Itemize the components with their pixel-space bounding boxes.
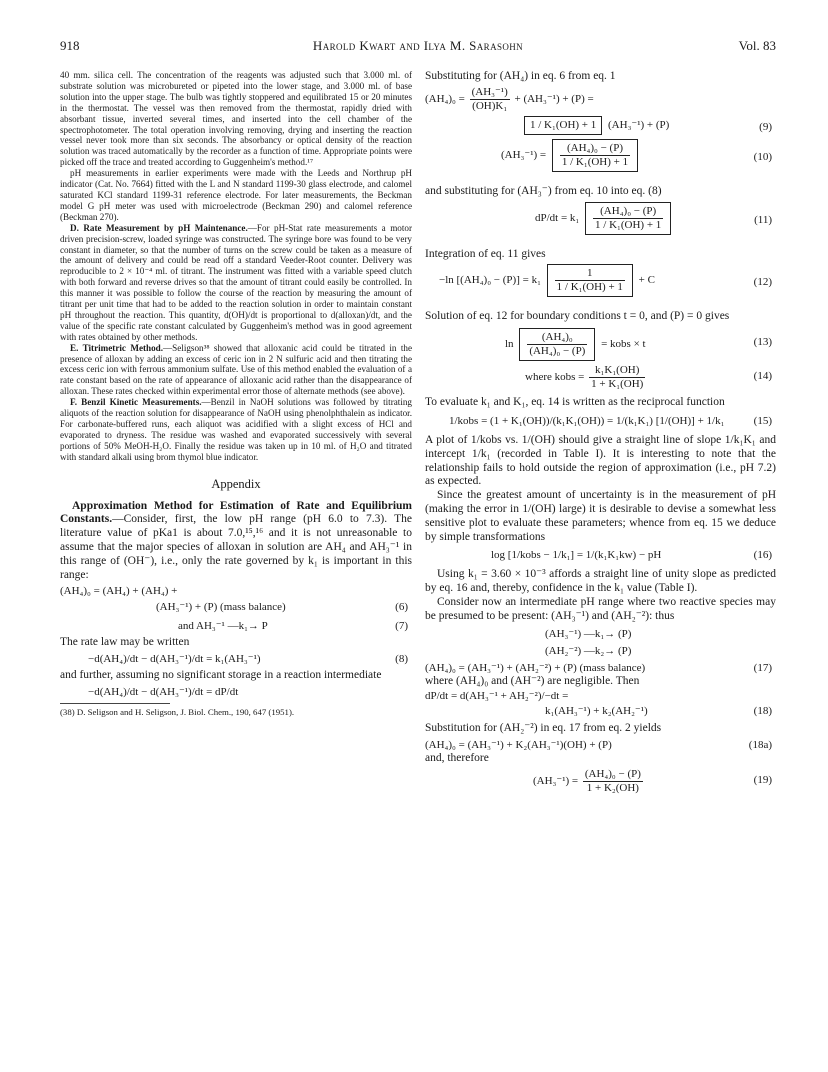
paragraph-spectro-cell: 40 mm. silica cell. The concentration of the reagents was adjusted such that 3.000 ml. of substrate solution was microbureted or pipeted into the lower stage, and 3.000 ml. of base solution into the upper stage. The bulb was tightly stoppered and equilibrated 15 or 20 minutes in the thermostat. The vessel was then removed from the thermostat, rapidly dried with absorbant tissue, inverted several times, and inserted into the cell chamber of the spectrophotometer. The total operation involving removing, drying and inserting the reaction vessel never took more than six seconds. The absorbancy or optical density of the reaction solution was traced automatically by the recorder as a function of time. Appropriate points were picked off the trace and treated according to Guggenheim's method.¹⁷ — [60, 70, 412, 168]
paragraph-boundary: Solution of eq. 12 for boundary conditions t = 0, and (P) = 0 gives — [425, 310, 730, 323]
paragraph-rate-law: The rate law may be written — [60, 636, 190, 649]
equation-number: (10) — [753, 150, 772, 163]
equation-13: ln $\frac{\text{(AH₄)₀}}{\text{(AH₄)₀ − (P)}}$ = kobs × t (13) — [425, 328, 776, 361]
section-heading-e: E. Titrimetric Method. — [70, 342, 164, 353]
equation-6-line2: (AH₃⁻¹) + (P) (mass balance) (6) — [156, 601, 408, 614]
paragraph-titrimetric: E. Titrimetric Method.—Seligson³⁸ showed that alloxanic acid could be titrated in the presence of alloxan by adding an excess of ceric ion in 2 N sulfuric acid and then titrating the excess ceric ion with ferrous ammonium sulfate. Use of this method enabled the evaluation of a rate constant based on the rate of appearance of alloxanic acid rather than the disappearance of alloxan. These rates checked within experimental error those of alternate methods (see above). — [60, 342, 412, 397]
footnote-rule — [60, 703, 170, 704]
equation-number: (16) — [753, 549, 772, 562]
equation-number: (17) — [753, 661, 772, 674]
fraction: $\frac{\text{(AH₄)₀ − (P)}}{\text{1 / K₁(OH) + 1}}$ — [561, 141, 629, 168]
equation-10: (AH₃⁻¹) = $\frac{\text{(AH₄)₀ − (P)}}{\text{1 / K₁(OH) + 1}}$ (10) — [425, 139, 776, 179]
paragraph-benzil: F. Benzil Kinetic Measurements.—Benzil in NaOH solutions was followed by titrating aliquots of the reaction solution for disappearance of NaOH using phenolphthalein as indicator. For carbonate-buffered runs, each aliquot was acidified with a slight excess of HCl and evaporated to dryness. The residue was washed and evaporated successively with several portions of 50% MeOH-H₂O. Finally the residue was taken up in 10 ml. of H₂O and titrated with standard alkali using brom thymol blue indicator. — [60, 397, 412, 462]
equation-16: log [1/kobs − 1/k₁] = 1/(k₁K₁kw) − pH (16) — [491, 549, 772, 562]
equation-number: (12) — [753, 276, 772, 289]
equation-number: (18a) — [748, 739, 772, 752]
fraction: $\frac{\text{(AH₃⁻¹)}}{\text{(OH)K₁}}$ — [471, 85, 508, 112]
fraction: $\frac{1}{\text{1 / K₁(OH) + 1}}$ — [556, 267, 623, 294]
approximation-heading: Approximation Method for Estimation of Rate and Equilibrium Constants. — [60, 499, 412, 526]
paragraph-substituting: Substituting for (AH₄) in eq. 6 from eq. 1 — [425, 70, 616, 82]
equation-12: −ln [(AH₄)₀ − (P)] = k₁ $\frac{1}{\text{1 / K₁(OH) + 1}}$ + C (12) — [425, 264, 776, 304]
equation-9-line2: 1 / K₁(OH) + 1 (AH₃⁻¹) + (P) (9) — [425, 116, 776, 135]
equation-number: (15) — [753, 414, 772, 427]
paragraph-substitution: Substitution for (AH₂⁻²) in eq. 17 from eq. 2 yields — [425, 722, 662, 735]
fraction: $\frac{\text{(AH₄)₀ − (P)}}{\text{1 / K₁(OH) + 1}}$ — [595, 204, 662, 231]
reaction-k2: (AH₂⁻²) —k₂→ (P) — [545, 644, 632, 657]
equation-number: (8) — [395, 653, 408, 666]
running-title: Harold Kwart and Ilya M. Sarasohn — [312, 38, 524, 53]
paragraph-assumption: and further, assuming no significant storage in a reaction intermediate — [60, 669, 382, 682]
paragraph-ph-maintenance: D. Rate Measurement by pH Maintenance.—For pH-Stat rate measurements a motor driven precision-screw, loaded syringe was constructed. The syringe bore was found to be very constant in diameter, so that the number of turns on the screw could be taken as a measure of the amount of delivery and could be read off a standard Veeder-Root counter. Delivery was reproducible to 2 × 10⁻⁴ ml. of titrant. The instrument was fitted with a variable speed clutch with both forward and reverse drives so that the amount of titrant could easily be controlled. In this manner it was possible to follow the course of the reaction by measuring the amount of titrant per unit time that had to be added to the reaction solution in order to maintain constant pH throughout the reaction. This quantity, d(OH)/dt is proportional to d(alloxan)/dt, and the value of the specific rate constant calculated by Guggenheim's method was in good agreement with rates obtained by other methods. — [60, 222, 412, 342]
paragraph-approximation: Approximation Method for Estimation of Rate and Equilibrium Constants.—Consider, first, the low pH range (pH 6.0 to 7.3). The literature value of pKa1 is about 7.0,¹⁵,¹⁶ and it is not unreasonable to assume that the major species of alloxan in solution are AH₄ and AH₃⁻¹ in this range of (OH⁻), i.e., only the rate governed by k₁ is important in this range: — [60, 499, 412, 581]
equation-number: (19) — [753, 773, 772, 786]
running-header — [60, 38, 776, 56]
equation-number: (7) — [395, 620, 408, 633]
paragraph-uncertainty: Since the greatest amount of uncertainty is in the measurement of pH (making the error in 1/(OH) large) it is desirable to devise a somewhat less sensitive plot to evaluate these parameters; whence from eq. 15 we deduce by simple transformations — [425, 489, 776, 543]
page-number: 918 — [60, 38, 80, 53]
paragraph-intermediate-ph: Consider now an intermediate pH range where two reactive species may be presumed to be present: (AH₃⁻¹) and (AH₂⁻²): thus — [425, 595, 776, 622]
equation-18-line2: k₁(AH₃⁻¹) + k₂(AH₂⁻¹) (18) — [545, 705, 772, 718]
fraction: $\frac{\text{(AH₄)₀ − (P)}}{\text{1 + K₂(OH)}}$ — [584, 767, 641, 794]
equation-18-line1: dP/dt = d(AH₃⁻¹ + AH₂⁻²)/−dt = — [425, 690, 569, 703]
equation-17: (AH₄)₀ = (AH₃⁻¹) + (AH₂⁻²) + (P) (mass balance) (17) — [425, 661, 772, 674]
equation-6-line1: (AH₄)₀ = (AH₄) + (AH₄) + — [60, 585, 178, 598]
equation-number: (13) — [753, 336, 772, 349]
left-column — [60, 70, 412, 717]
paragraph-therefore: and, therefore — [425, 752, 489, 765]
equation-14: where kobs = $\frac{\text{k₁K₁(OH)}}{\text{1 + K₁(OH)}}$ (14) — [525, 364, 772, 391]
volume-label: Vol. 83 — [738, 38, 776, 53]
section-heading-d: D. Rate Measurement by pH Maintenance. — [70, 222, 248, 233]
equation-7: and AH₃⁻¹ —k₁→ P (7) — [178, 620, 408, 633]
equation-number: (18) — [753, 705, 772, 718]
equation-15: 1/kobs = (1 + K₁(OH))/(k₁K₁(OH)) = 1/(k₁K₁) [1/(OH)] + 1/k₁ (15) — [449, 414, 772, 427]
equation-number: (11) — [754, 213, 772, 226]
equation-unnumbered: −d(AH₄)/dt − d(AH₃⁻¹)/dt = dP/dt — [88, 686, 239, 698]
equation-number: (6) — [395, 601, 408, 614]
equation-8: −d(AH₄)/dt − d(AH₃⁻¹)/dt = k₁(AH₃⁻¹) (8) — [88, 653, 408, 666]
right-column — [425, 70, 776, 795]
appendix-heading: Appendix — [211, 476, 261, 491]
paragraph-integration: Integration of eq. 11 gives — [425, 247, 546, 260]
fraction: $\frac{\text{k₁K₁(OH)}}{\text{1 + K₁(OH)}}$ — [591, 364, 644, 391]
section-heading-f: F. Benzil Kinetic Measurements. — [70, 397, 202, 408]
paragraph-substituting-2: and substituting for (AH₃⁻) from eq. 10 into eq. (8) — [425, 184, 662, 197]
reaction-k1: (AH₃⁻¹) —k₁→ (P) — [545, 627, 632, 640]
equation-9-line1: (AH₄)₀ = $\frac{\text{(AH₃⁻¹)}}{\text{(OH)K₁}}$ + (AH₃⁻¹) + (P) = — [425, 85, 594, 112]
equation-19: (AH₃⁻¹) = $\frac{\text{(AH₄)₀ − (P)}}{\text{1 + K₂(OH)}}$ (19) — [533, 767, 772, 794]
paragraph-reciprocal: To evaluate k₁ and K₁, eq. 14 is written as the reciprocal function — [425, 396, 725, 409]
equation-11: dP/dt = k₁ $\frac{\text{(AH₄)₀ − (P)}}{\text{1 / K₁(OH) + 1}}$ (11) — [425, 202, 776, 242]
paragraph-ph-measurement: pH measurements in earlier experiments were made with the Leeds and Northrup pH indicator (Cat. No. 7664) fitted with the L and N standard 1199-30 glass electrode, and calomel saturated KCl standard 1199-31 reference electrode. For later measurements, the Beckman model G pH meter was used with microelectrode (Beckman 290) and calomel reference (Beckman 270). — [60, 168, 412, 222]
paragraph-using-k1: Using k₁ = 3.60 × 10⁻³ affords a straight line of unity slope as predicted by eq. 16 and, thereby, confidence in the k₁ value (Table I). — [425, 568, 776, 595]
footnote-38: (38) D. Seligson and H. Seligson, J. Biol. Chem., 190, 647 (1951). — [60, 707, 295, 717]
equation-number: (9) — [759, 120, 772, 133]
equation-number: (14) — [753, 370, 772, 383]
fraction: $\frac{\text{(AH₄)₀}}{\text{(AH₄)₀ − (P)}}$ — [529, 331, 586, 358]
paragraph-negligible: where (AH₄)₀ and (AH⁻²) are negligible. Then — [425, 674, 640, 687]
equation-18a: (AH₄)₀ = (AH₃⁻¹) + K₂(AH₃⁻¹)(OH) + (P) (18a) — [425, 739, 772, 752]
paragraph-plot: A plot of 1/kobs vs. 1/(OH) should give a straight line of slope 1/k₁K₁ and intercept 1/k₁ (recorded in Table I). It is interesting to note that the relationship fails to hold outside the region of approximation (i.e., pH 7.2) as expected. — [425, 433, 776, 488]
